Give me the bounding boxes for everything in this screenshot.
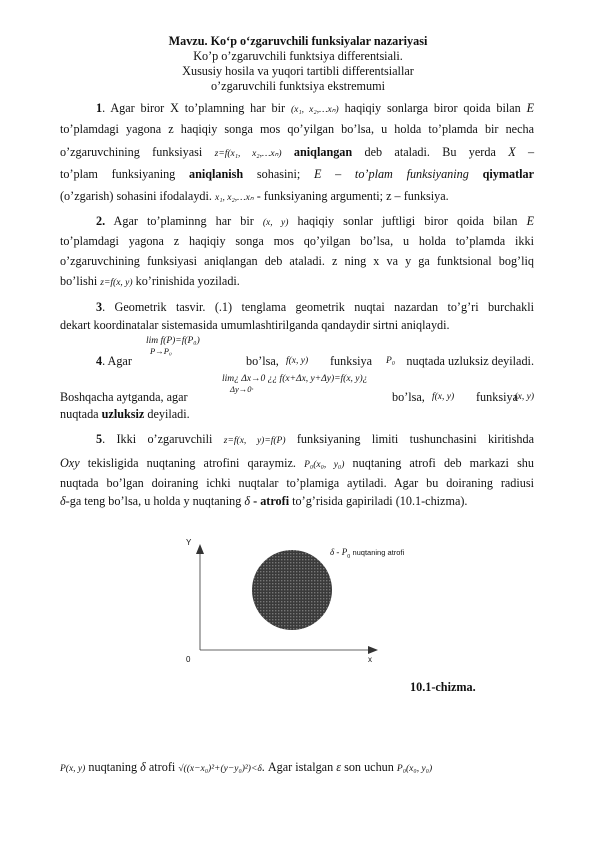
x-arrow-icon	[368, 646, 378, 654]
p2-line-4: bo’lishi z=f(x, y) ko’rinishida yoziladi.	[60, 274, 240, 288]
y-axis-label: Y	[186, 538, 192, 547]
p3-line-1: 3. Geometrik tasvir. (.1) tenglama geometrik nuqtai nazardan to’g’ri burchakli	[96, 300, 534, 314]
origin-label: 0	[186, 655, 191, 664]
p5-line-3: nuqtada bo’lgan doiraning ichki nuqtalar to’plamiga aytiladi. Agar bu doiraning radiusi	[60, 476, 534, 490]
subtitle-2: Xususiy hosila va yuqori tartibli differentsiallar	[182, 64, 414, 78]
limit-formula-2: lim¿ Δx→0 ¿¿ f(x+Δx, y+Δy)=f(x, y)¿ Δy→0·	[222, 374, 368, 394]
x-axis-label: x	[368, 655, 372, 664]
subtitle-1: Ko’p o’zgaruvchili funktsiya differentsiali.	[193, 49, 403, 63]
bottom-line: P(x, y) nuqtaning δ atrofi √((x−x₀)²+(y−y₀)²)<δ. Agar istalgan ε son uchun P₀(x₀, y₀)	[60, 760, 433, 774]
p3-line-2: dekart koordinatalar sistemasida umumlashtirilganda qandaydir sirtni aniqlaydi.	[60, 318, 450, 332]
figure-caption: 10.1-chizma.	[410, 680, 476, 694]
y-arrow-icon	[196, 544, 204, 554]
p2-line-2: to’plamdagi yagona z haqiqiy songa mos qo’yilgan bo’lsa, u holda to’plamda ikki	[60, 234, 534, 248]
p2-line-1: 2. Agar to’plaminng har bir (x, y) haqiqiy sonlar juftligi biror qoida bilan E	[96, 214, 535, 228]
p5-line-1: 5. Ikki o’zgaruvchili z=f(x, y)=f(P) funksiyaning limiti tushunchasini kiritishda	[96, 432, 534, 446]
subtitle-3: o’zgaruvchili funktsiya ekstremumi	[211, 79, 385, 93]
p5-line-2: Oxy tekisligida nuqtaning atrofini qaraymiz. P₀(x₀, y₀) nuqtaning atrofi deb markazi shu	[60, 456, 534, 470]
p1-line-3: o’zgaruvchining funksiyasi z=f(x₁, x₂,…xₙ) aniqlangan deb ataladi. Bu yerda X –	[60, 145, 535, 159]
p5-line-4: δ-ga teng bo’lsa, u holda y nuqtaning δ - atrofi to’g’risida gapiriladi (10.1-chizma).	[60, 494, 468, 508]
p1-line-5: (o’zgarish) sohasini ifodalaydi. x₁, x₂,…xₙ - funksiyaning argumenti; z – funksiya.	[60, 189, 449, 203]
p1-line-2: to’plamdagi yagona z haqiqiy songa mos qo’yilgan bo’lsa, u holda to’plamda bir necha	[60, 122, 534, 136]
p4-line-2: Boshqacha aytganda, agar bo’lsa, f(x, y) funksiya (x, y)	[60, 390, 534, 404]
limit-formula-1: lim f(P)=f(P₀) P→P₀	[146, 336, 200, 356]
neighborhood-disk	[252, 550, 332, 630]
figure-legend: δ - $P_0$ nuqtaning atrofi	[330, 547, 405, 560]
p1-line-4: to’plam funksiyaning aniqlanish sohasini; E – to’plam funksiyaning qiymatlar	[60, 167, 535, 181]
p1-line-1: 1. Agar biror X to’plamning har bir (x₁, x₂,…xₙ) haqiqiy sonlarga biror qoida bilan E	[96, 101, 535, 115]
coordinate-plane	[182, 538, 452, 668]
p4-line-1: 4. Agar bo’lsa, f(x, y) funksiya P₀ nuqtada uzluksiz deyiladi.	[96, 354, 534, 368]
p2-line-3: o’zgaruvchining funksiyasi aniqlangan deb ataladi. z ning x va y ga funktsional bog’liq	[60, 254, 534, 268]
neighborhood-figure	[182, 538, 452, 668]
p4-line-3: nuqtada uzluksiz deyiladi.	[60, 407, 190, 421]
page-title: Mavzu. Ko‘p o‘zgaruvchili funksiyalar nazariyasi	[168, 34, 428, 48]
